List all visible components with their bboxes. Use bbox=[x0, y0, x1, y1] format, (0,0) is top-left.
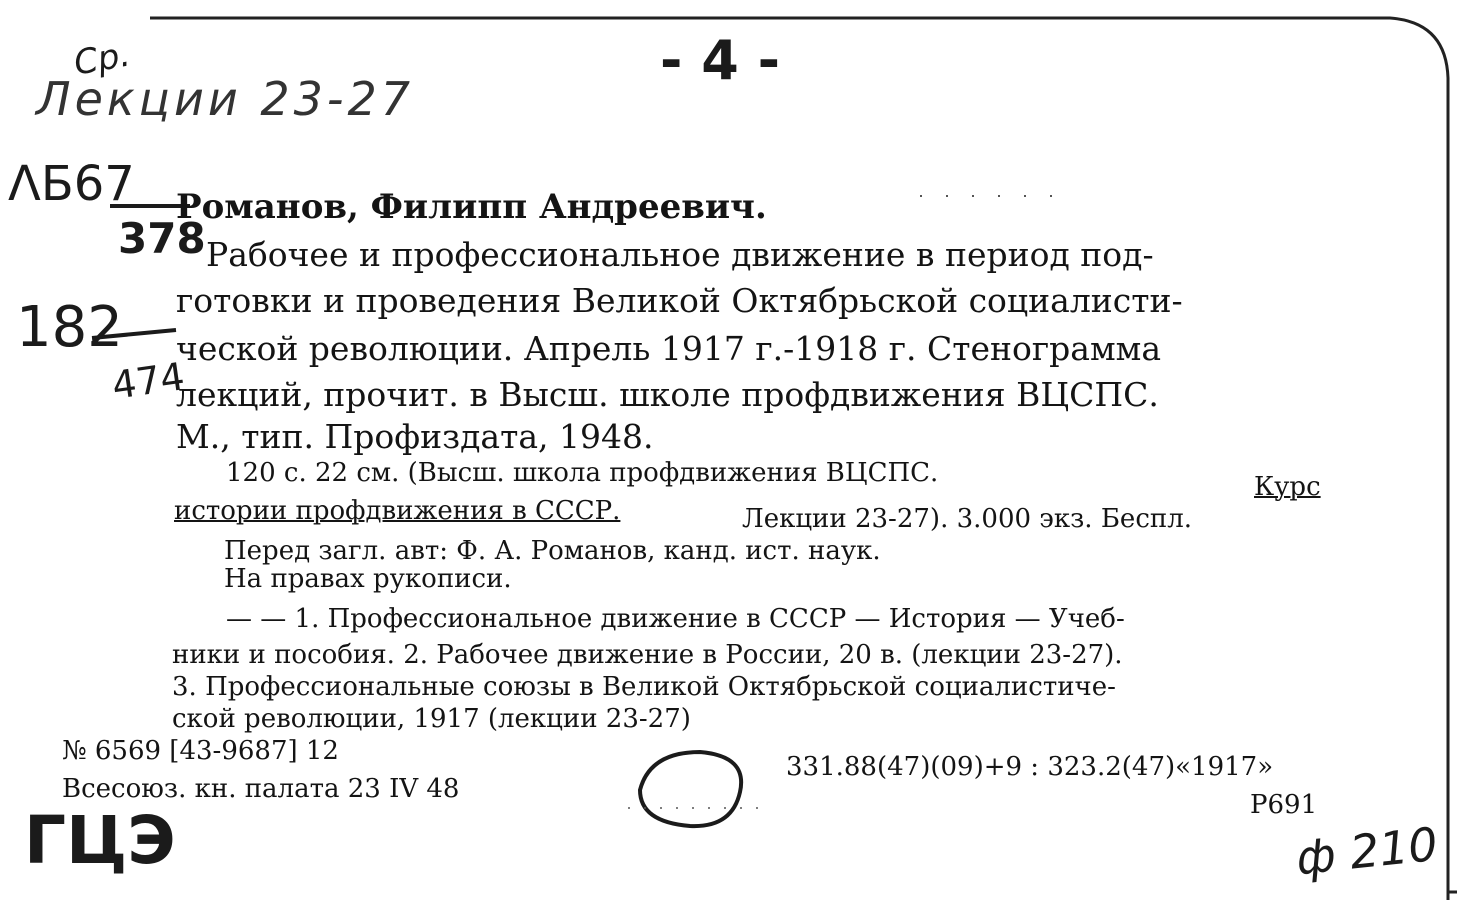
subject-line-2: ники и пособия. 2. Рабочее движение в России, 20 в. (лекции 23-27). bbox=[172, 640, 1123, 670]
series-underlined-kurs: Курс bbox=[1254, 472, 1321, 502]
book-chamber-line: Всесоюз. кн. палата 23 IV 48 bbox=[62, 774, 460, 804]
title-line-4: лекций, прочит. в Высш. школе профдвижения ВЦСПС. bbox=[176, 375, 1159, 414]
shelf-mark-182: 182 bbox=[16, 295, 123, 360]
series-underlined-title: истории профдвижения в СССР. bbox=[174, 496, 621, 526]
shelf-mark-474: 474 bbox=[109, 354, 188, 408]
handwritten-note-sr: Ср. bbox=[70, 34, 134, 84]
shelf-mark-378: 378 bbox=[118, 214, 206, 263]
author-heading: Романов, Филипп Андреевич. bbox=[176, 187, 767, 227]
subject-line-4: ской революции, 1917 (лекции 23-27) bbox=[172, 704, 691, 734]
imprint-line: М., тип. Профиздата, 1948. bbox=[176, 417, 654, 456]
note-manuscript: На правах рукописи. bbox=[224, 564, 512, 594]
subject-line-3: 3. Профессиональные союзы в Великой Октябрьской социалистиче- bbox=[172, 672, 1116, 702]
physical-description-line-2: Лекции 23-27). 3.000 экз. Беспл. bbox=[742, 504, 1192, 534]
handwritten-note-lectures: Лекции 23-27 bbox=[36, 72, 415, 126]
subject-line-1: — — 1. Профессиональное движение в СССР — История — Учеб- bbox=[226, 604, 1125, 634]
title-line-2: готовки и проведения Великой Октябрьской социалисти- bbox=[176, 281, 1183, 320]
page-marker: - 4 - bbox=[660, 29, 780, 92]
author-mark: Р691 bbox=[1250, 790, 1318, 820]
corner-note: ф 210 bbox=[1293, 816, 1441, 886]
title-line-1: Рабочее и профессиональное движение в период под- bbox=[206, 235, 1154, 274]
physical-description-line-1: 120 с. 22 см. (Высш. школа профдвижения ВЦСПС. bbox=[226, 458, 939, 488]
stamp-code-gce: ГЦЭ bbox=[24, 802, 176, 879]
title-line-3: ческой революции. Апрель 1917 г.-1918 г. Стенограмма bbox=[176, 329, 1161, 368]
udc-classification: 331.88(47)(09)+9 : 323.2(47)«1917» bbox=[786, 752, 1274, 782]
note-author-credentials: Перед загл. авт: Ф. А. Романов, канд. ист. наук. bbox=[224, 536, 881, 566]
card-number: № 6569 [43-9687] 12 bbox=[62, 736, 339, 766]
shelf-mark-lb67: ΛБ67 bbox=[8, 156, 135, 212]
